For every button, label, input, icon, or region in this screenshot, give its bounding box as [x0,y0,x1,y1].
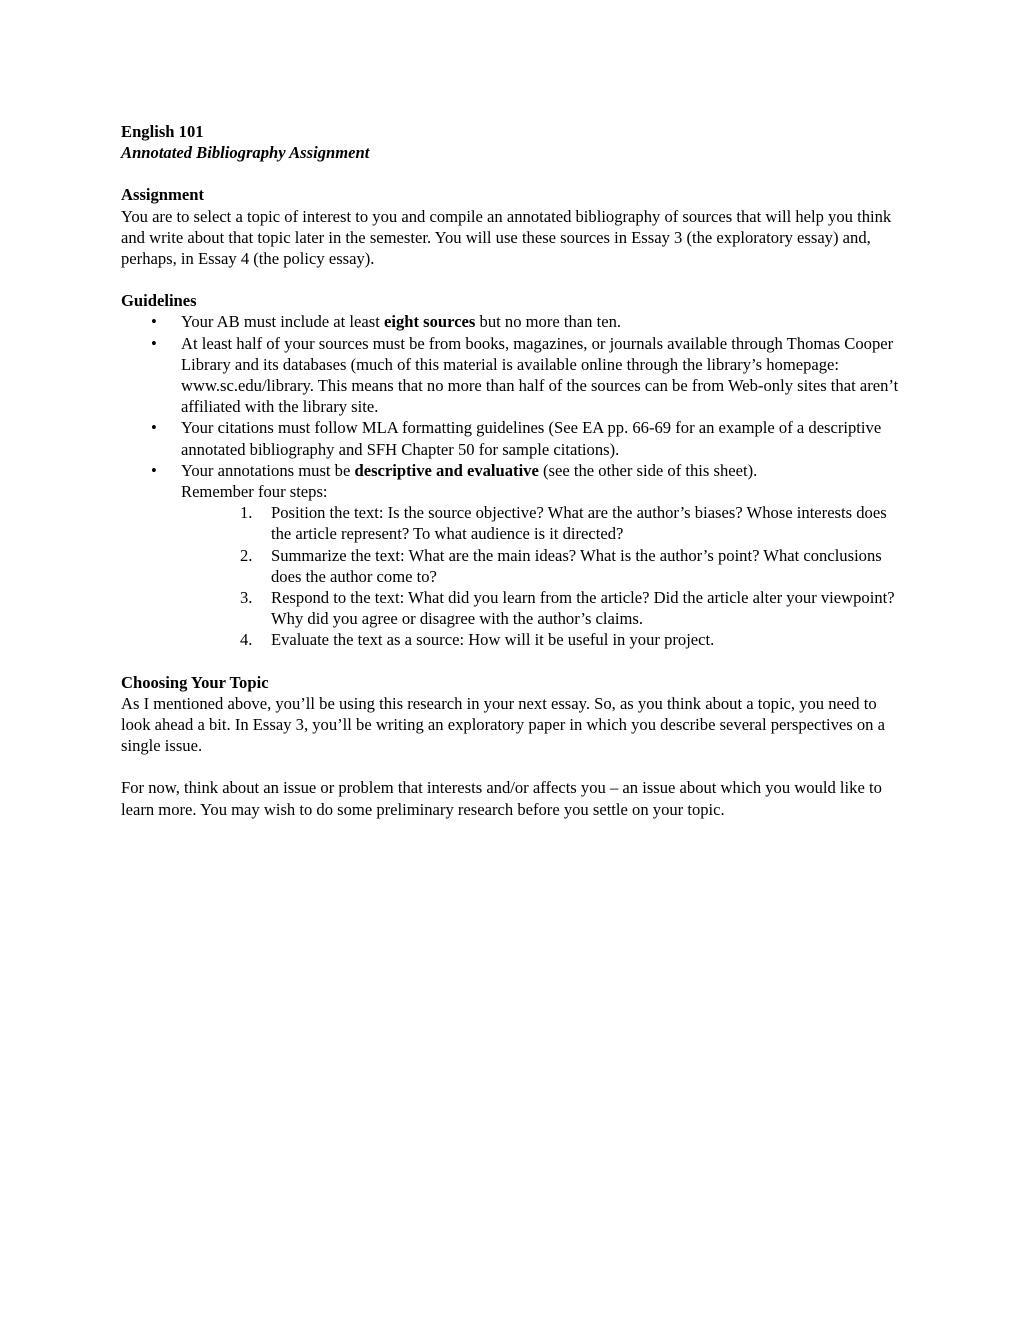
step-number: 4. [240,630,253,650]
course-title: English 101 [121,122,204,141]
step-number: 1. [240,503,253,523]
guideline-emphasis: eight sources [383,312,476,332]
step-item [121,587,905,629]
guideline-text: (see the other side of this sheet). [538,460,758,480]
spacer [121,163,905,184]
step-number: 2. [240,545,253,565]
guideline-text: Remember four steps: [181,482,328,502]
guidelines-heading: Guidelines [121,291,197,311]
spacer [121,269,905,290]
spacer [121,756,905,777]
step-text: Evaluate the text as a source: How will it be useful in your project. [271,630,715,650]
topic-paragraph-1: As I mentioned above, you’ll be using this research in your next essay. So, as you think about a topic, you need to look ahead a bit. In Essay 3, you’ll be writing an exploratory paper in which you describe several perspectives on a single issue. [121,693,885,756]
guideline-item [121,333,905,418]
guideline-text: At least half of your sources must be from books, magazines, or journals available through Thomas Cooper Library and its databases (much of this material is available online through the library’s homepage: www.sc.edu/library. This means that no more than half of the sources can be from Web-only sites that aren’t affiliated with the library site. [181,333,899,417]
step-number: 3. [240,588,253,608]
guidelines-list [121,311,905,502]
step-item [121,502,905,544]
guideline-item [121,417,905,459]
step-text: Respond to the text: What did you learn from the article? Did the article alter your viewpoint? Why did you agree or disagree with the author’s claims. [271,588,895,629]
guideline-item [121,311,905,332]
assignment-body: You are to select a topic of interest to you and compile an annotated bibliography of sources that will help you think and write about that topic later in the semester. You will use these sources in Essay 3 (the exploratory essay) and, perhaps, in Essay 4 (the policy essay). [121,206,892,269]
guideline-text: Your annotations must be [181,460,355,480]
guideline-text: Your citations must follow MLA formatting guidelines (See EA pp. 66-69 for an example of a descriptive annotated bibliography and SFH Chapter 50 for sample citations). [181,418,882,459]
assignment-title: Annotated Bibliography Assignment [121,143,370,163]
annotation-steps-list [121,502,905,650]
step-text: Summarize the text: What are the main ideas? What is the author’s point? What conclusions does the author come to? [271,545,882,586]
step-item [121,629,905,650]
guideline-text: but no more than ten. [475,312,622,332]
spacer [121,651,905,672]
assignment-heading: Assignment [121,185,204,205]
step-text: Position the text: Is the source objective? What are the author’s biases? Whose interests does the article represent? To what audience is it directed? [271,503,887,544]
guideline-emphasis: descriptive and evaluative [354,460,539,480]
document-page [121,121,905,820]
guideline-text: Your AB must include at least [181,312,384,332]
topic-heading: Choosing Your Topic [121,672,269,692]
topic-paragraph-2: For now, think about an issue or problem that interests and/or affects you – an issue about which you would like to learn more. You may wish to do some preliminary research before you settle on your topic. [121,778,882,819]
step-item [121,545,905,587]
guideline-item [121,460,905,502]
